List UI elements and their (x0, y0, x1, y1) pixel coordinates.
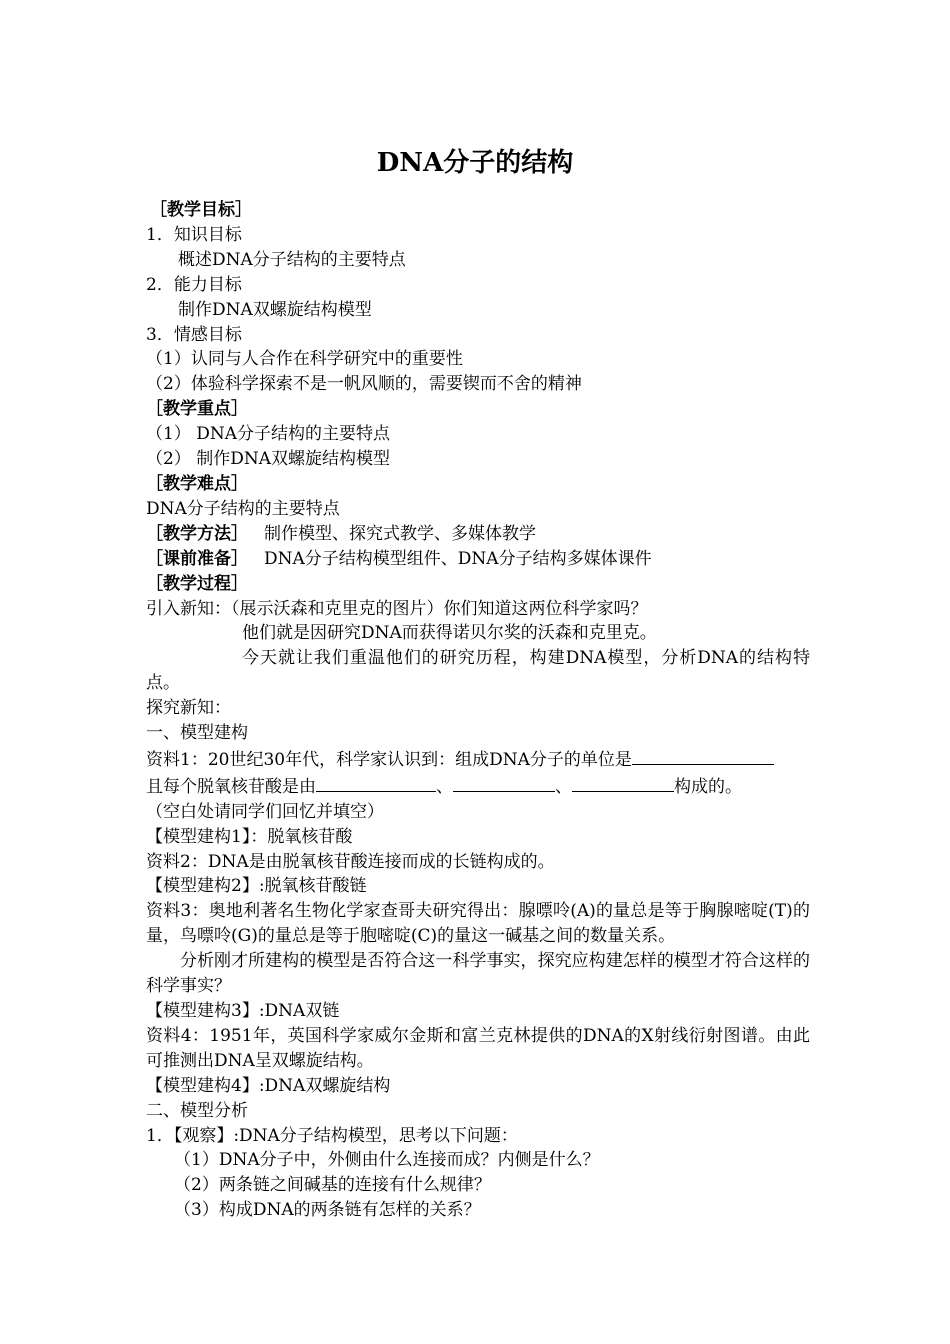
key-point-item-2: （2） 制作DNA双螺旋结构模型 (146, 449, 391, 470)
ability-objective-title: 2．能力目标 (146, 274, 242, 295)
objectives-heading: ［教学目标］ (150, 200, 252, 220)
material-1-line-a (146, 746, 810, 773)
emotion-objective-item-1: （1）认同与人合作在科学研究中的重要性 (146, 349, 463, 370)
material-1-line-b (146, 773, 810, 800)
intro-line-2: 他们就是因研究DNA而获得诺贝尔奖的沃森和克里克。 (242, 623, 657, 644)
material-4: 资料4：1951年，英国科学家威尔金斯和富兰克林提供的DNA的X射线衍射图谱。由此可推测出DNA呈双螺旋结构。 (146, 1025, 810, 1071)
preparation-value: DNA分子结构模型组件、DNA分子结构多媒体课件 (264, 548, 652, 569)
knowledge-objective-title: 1．知识目标 (146, 224, 242, 245)
fill-blank-component-1[interactable] (316, 773, 436, 792)
ability-objective-item: 制作DNA双螺旋结构模型 (178, 299, 372, 320)
preparation-heading: ［课前准备］ (146, 548, 248, 569)
fill-blank-unit[interactable] (632, 746, 774, 765)
section-model-analysis: 二、模型分析 (146, 1100, 248, 1121)
model-building-4: 【模型建构4】:DNA双螺旋结构 (146, 1075, 391, 1096)
explore-label: 探究新知： (146, 698, 231, 719)
emotion-objective-item-2: （2）体验科学探索不是一帆风顺的，需要锲而不舍的精神 (146, 374, 582, 395)
methods-line (146, 522, 810, 547)
key-points-heading: ［教学重点］ (146, 399, 248, 420)
fill-blank-component-3[interactable] (572, 773, 674, 792)
difficulty-item: DNA分子结构的主要特点 (146, 498, 340, 519)
intro-line-3: 今天就让我们重温他们的研究历程，构建DNA模型，分析DNA的结构特点。 (146, 648, 810, 694)
knowledge-objective-item: 概述DNA分子结构的主要特点 (178, 249, 406, 270)
material-3: 资料3：奥地利著名生物化学家查哥夫研究得出：腺嘌呤(A)的量总是等于胸腺嘧啶(T)的量，鸟嘌呤(G)的量总是等于胞嘧啶(C)的量这一碱基之间的数量关系。 (146, 901, 810, 947)
key-point-item-1: （1） DNA分子结构的主要特点 (146, 424, 391, 445)
material-1-text-b: 且每个脱氧核苷酸是由 (146, 776, 316, 797)
question-2: （2）两条链之间碱基的连接有什么规律？ (174, 1175, 491, 1196)
material-2: 资料2：DNA是由脱氧核苷酸连接而成的长链构成的。 (146, 851, 555, 872)
model-building-3: 【模型建构3】:DNA双链 (146, 1001, 340, 1021)
separator-1: 、 (436, 776, 453, 797)
analysis-paragraph: 分析刚才所建构的模型是否符合这一科学事实，探究应构建怎样的模型才符合这样的科学事实？ (146, 951, 810, 997)
question-1: （1）DNA分子中，外侧由什么连接而成？内侧是什么？ (174, 1150, 600, 1171)
section-model-building: 一、模型建构 (146, 723, 248, 744)
preparation-line (146, 547, 810, 572)
material-1-note: （空白处请同学们回忆并填空） (146, 801, 384, 822)
difficulty-heading: ［教学难点］ (146, 473, 248, 494)
model-building-2: 【模型建构2】:脱氧核苷酸链 (146, 876, 367, 897)
intro-line-1: 引入新知：（展示沃森和克里克的图片）你们知道这两位科学家吗？ (146, 598, 648, 619)
model-building-1: 【模型建构1】：脱氧核苷酸 (146, 826, 353, 847)
material-1-text-c: 构成的。 (674, 776, 742, 797)
separator-2: 、 (555, 776, 572, 797)
document-body (146, 198, 810, 1223)
observe-prompt: 1．【观察】:DNA分子结构模型，思考以下问题： (146, 1125, 518, 1146)
fill-blank-component-2[interactable] (453, 773, 555, 792)
process-heading: ［教学过程］ (146, 573, 248, 594)
methods-value: 制作模型、探究式教学、多媒体教学 (264, 523, 536, 544)
material-1-text: 资料1：20世纪30年代，科学家认识到：组成DNA分子的单位是 (146, 749, 632, 770)
page-title: DNA分子的结构 (376, 148, 574, 178)
question-3: （3）构成DNA的两条链有怎样的关系？ (174, 1200, 481, 1221)
methods-heading: ［教学方法］ (146, 523, 248, 544)
emotion-objective-title: 3．情感目标 (146, 324, 242, 345)
